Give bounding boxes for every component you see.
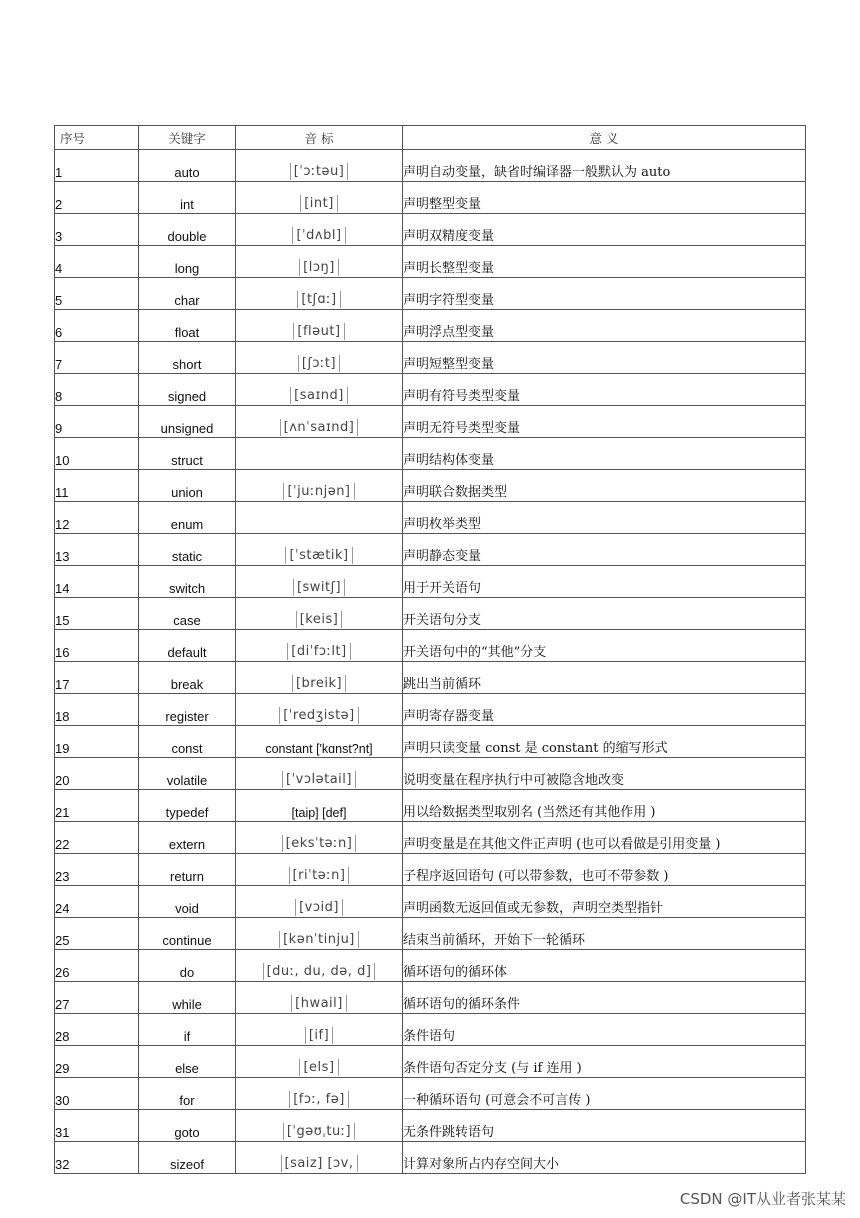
row-number: 31 [55,1110,139,1142]
row-keyword: continue [139,918,236,950]
phonetic-text: [keis] [296,611,343,628]
row-number: 7 [55,342,139,374]
table-row [55,662,806,694]
row-keyword: void [139,886,236,918]
phonetic-text: [ˈgəʊˌtuː] [283,1123,355,1140]
row-phonetic [236,470,403,502]
row-keyword: return [139,854,236,886]
row-number: 17 [55,662,139,694]
table-row [55,1110,806,1142]
row-keyword: double [139,214,236,246]
row-keyword: union [139,470,236,502]
row-meaning: 说明变量在程序执行中可被隐含地改变 [403,758,806,790]
row-meaning: 声明字符型变量 [403,278,806,310]
table-row [55,278,806,310]
row-number: 21 [55,790,139,822]
row-keyword: long [139,246,236,278]
phonetic-text: [breik] [292,675,346,692]
table-row [55,534,806,566]
table-row [55,982,806,1014]
table-row [55,342,806,374]
row-keyword: default [139,630,236,662]
row-meaning: 子程序返回语句 (可以带参数，也可不带参数 ) [403,854,806,886]
watermark: CSDN @IT从业者张某某 [679,1190,846,1208]
table-row [55,854,806,886]
phonetic-text: [if] [305,1027,333,1044]
row-number: 20 [55,758,139,790]
row-phonetic [236,1046,403,1078]
row-number: 15 [55,598,139,630]
header-number: 序号 [55,126,139,150]
row-phonetic [236,310,403,342]
row-number: 27 [55,982,139,1014]
row-number: 23 [55,854,139,886]
row-phonetic [236,246,403,278]
row-phonetic [236,982,403,1014]
phonetic-text: [tʃɑː] [297,291,340,308]
phonetic-text: [ˈstætik] [285,547,352,564]
row-keyword: enum [139,502,236,534]
row-number: 1 [55,150,139,182]
table-row [55,182,806,214]
phonetic-text: [diˈfɔːlt] [287,643,350,660]
phonetic-text: [ˈredʒistə] [279,707,359,724]
row-meaning: 结束当前循环，开始下一轮循环 [403,918,806,950]
row-phonetic [236,534,403,566]
row-keyword: sizeof [139,1142,236,1174]
header-meaning: 意 义 [403,126,806,150]
row-phonetic [236,662,403,694]
table-row [55,246,806,278]
row-phonetic [236,502,403,534]
table-row [55,822,806,854]
table-row [55,950,806,982]
phonetic-text: [ʃɔːt] [298,355,340,372]
table-row [55,1142,806,1174]
phonetic-text: [ˈdʌbl] [292,227,345,244]
row-meaning: 声明只读变量 const 是 constant 的缩写形式 [403,726,806,758]
header-phonetic: 音 标 [236,126,403,150]
row-meaning: 开关语句中的“其他”分支 [403,630,806,662]
row-number: 4 [55,246,139,278]
phonetic-text: [fɔː, fə] [289,1091,349,1108]
row-number: 14 [55,566,139,598]
table-row [55,1046,806,1078]
row-meaning: 开关语句分支 [403,598,806,630]
row-keyword: while [139,982,236,1014]
row-keyword: char [139,278,236,310]
row-phonetic [236,342,403,374]
row-number: 29 [55,1046,139,1078]
row-keyword: extern [139,822,236,854]
table-row [55,1078,806,1110]
row-number: 8 [55,374,139,406]
row-keyword: volatile [139,758,236,790]
row-number: 18 [55,694,139,726]
table-row [55,150,806,182]
row-phonetic [236,438,403,470]
row-keyword: float [139,310,236,342]
row-meaning: 声明短整型变量 [403,342,806,374]
row-meaning: 循环语句的循环体 [403,950,806,982]
phonetic-text: [ʌnˈsaɪnd] [280,419,359,436]
row-keyword: static [139,534,236,566]
row-phonetic [236,150,403,182]
phonetic-text: [els] [299,1059,338,1076]
row-keyword: case [139,598,236,630]
phonetic-text: [vɔid] [295,899,343,916]
table-header-row [55,126,806,150]
row-meaning: 声明结构体变量 [403,438,806,470]
phonetic-text: [eksˈtəːn] [282,835,357,852]
row-meaning: 声明函数无返回值或无参数，声明空类型指针 [403,886,806,918]
row-keyword: for [139,1078,236,1110]
row-phonetic: [taip] [def] [236,790,403,822]
header-keyword: 关键字 [139,126,236,150]
row-keyword: if [139,1014,236,1046]
phonetic-text: [switʃ] [293,579,345,596]
row-number: 13 [55,534,139,566]
table-row [55,566,806,598]
phonetic-text: [kənˈtinju] [279,931,359,948]
row-number: 12 [55,502,139,534]
row-phonetic [236,822,403,854]
row-phonetic: constant ['kɑnst?nt] [236,726,403,758]
phonetic-text: [saɪnd] [290,387,348,404]
row-keyword: struct [139,438,236,470]
row-number: 11 [55,470,139,502]
row-number: 26 [55,950,139,982]
table-row [55,1014,806,1046]
table-row [55,790,806,822]
phonetic-text: [ˈjuːnjən] [283,483,354,500]
phonetic-text: [duː, du, də, d] [263,963,376,980]
row-number: 22 [55,822,139,854]
table-row [55,214,806,246]
row-phonetic [236,694,403,726]
row-phonetic [236,374,403,406]
table-row [55,758,806,790]
row-keyword: do [139,950,236,982]
row-meaning: 条件语句 [403,1014,806,1046]
row-meaning: 声明枚举类型 [403,502,806,534]
row-number: 10 [55,438,139,470]
row-phonetic [236,1142,403,1174]
row-number: 9 [55,406,139,438]
row-meaning: 声明长整型变量 [403,246,806,278]
phonetic-text: [ˈɔːtəu] [290,163,349,180]
row-phonetic [236,182,403,214]
row-keyword: signed [139,374,236,406]
row-phonetic [236,630,403,662]
row-meaning: 用以给数据类型取别名 (当然还有其他作用 ) [403,790,806,822]
row-meaning: 声明自动变量，缺省时编译器一般默认为 auto [403,150,806,182]
row-keyword: else [139,1046,236,1078]
row-meaning: 条件语句否定分支 (与 if 连用 ) [403,1046,806,1078]
table-row [55,918,806,950]
phonetic-text: [saiz] [ɔv, [281,1155,358,1172]
row-phonetic [236,758,403,790]
row-meaning: 声明浮点型变量 [403,310,806,342]
row-phonetic [236,854,403,886]
row-phonetic [236,1110,403,1142]
row-meaning: 声明变量是在其他文件正声明 (也可以看做是引用变量 ) [403,822,806,854]
row-phonetic [236,1014,403,1046]
table-row [55,374,806,406]
row-meaning: 声明整型变量 [403,182,806,214]
row-phonetic [236,1078,403,1110]
row-meaning: 声明双精度变量 [403,214,806,246]
table-row [55,630,806,662]
table-row [55,694,806,726]
phonetic-text: [fləut] [293,323,344,340]
row-number: 19 [55,726,139,758]
table-row [55,598,806,630]
row-meaning: 用于开关语句 [403,566,806,598]
row-keyword: switch [139,566,236,598]
table-row [55,726,806,758]
row-meaning: 无条件跳转语句 [403,1110,806,1142]
row-keyword: register [139,694,236,726]
table-row [55,470,806,502]
row-meaning: 声明无符号类型变量 [403,406,806,438]
row-meaning: 声明有符号类型变量 [403,374,806,406]
phonetic-text: [riˈtəːn] [289,867,350,884]
row-keyword: unsigned [139,406,236,438]
table-row [55,438,806,470]
row-number: 16 [55,630,139,662]
table-row [55,406,806,438]
row-number: 3 [55,214,139,246]
phonetic-text: [int] [300,195,338,212]
row-phonetic [236,918,403,950]
row-meaning: 声明寄存器变量 [403,694,806,726]
row-number: 28 [55,1014,139,1046]
row-number: 2 [55,182,139,214]
row-phonetic [236,598,403,630]
row-meaning: 循环语句的循环条件 [403,982,806,1014]
row-meaning: 计算对象所占内存空间大小 [403,1142,806,1174]
row-number: 24 [55,886,139,918]
row-number: 5 [55,278,139,310]
row-keyword: auto [139,150,236,182]
row-keyword: goto [139,1110,236,1142]
phonetic-text: [ˈvɔlətail] [282,771,356,788]
row-number: 6 [55,310,139,342]
row-meaning: 跳出当前循环 [403,662,806,694]
row-number: 30 [55,1078,139,1110]
row-meaning: 声明静态变量 [403,534,806,566]
phonetic-text: [lɔŋ] [299,259,339,276]
row-phonetic [236,566,403,598]
keywords-table [54,125,806,1174]
table-row [55,502,806,534]
row-keyword: break [139,662,236,694]
phonetic-text: [hwail] [291,995,347,1012]
row-phonetic [236,886,403,918]
row-number: 25 [55,918,139,950]
row-keyword: int [139,182,236,214]
row-phonetic [236,406,403,438]
row-keyword: short [139,342,236,374]
table-row [55,310,806,342]
row-phonetic [236,278,403,310]
row-number: 32 [55,1142,139,1174]
row-meaning: 声明联合数据类型 [403,470,806,502]
table-row [55,886,806,918]
row-keyword: typedef [139,790,236,822]
row-meaning: 一种循环语句 (可意会不可言传 ) [403,1078,806,1110]
row-phonetic [236,950,403,982]
row-keyword: const [139,726,236,758]
row-phonetic [236,214,403,246]
